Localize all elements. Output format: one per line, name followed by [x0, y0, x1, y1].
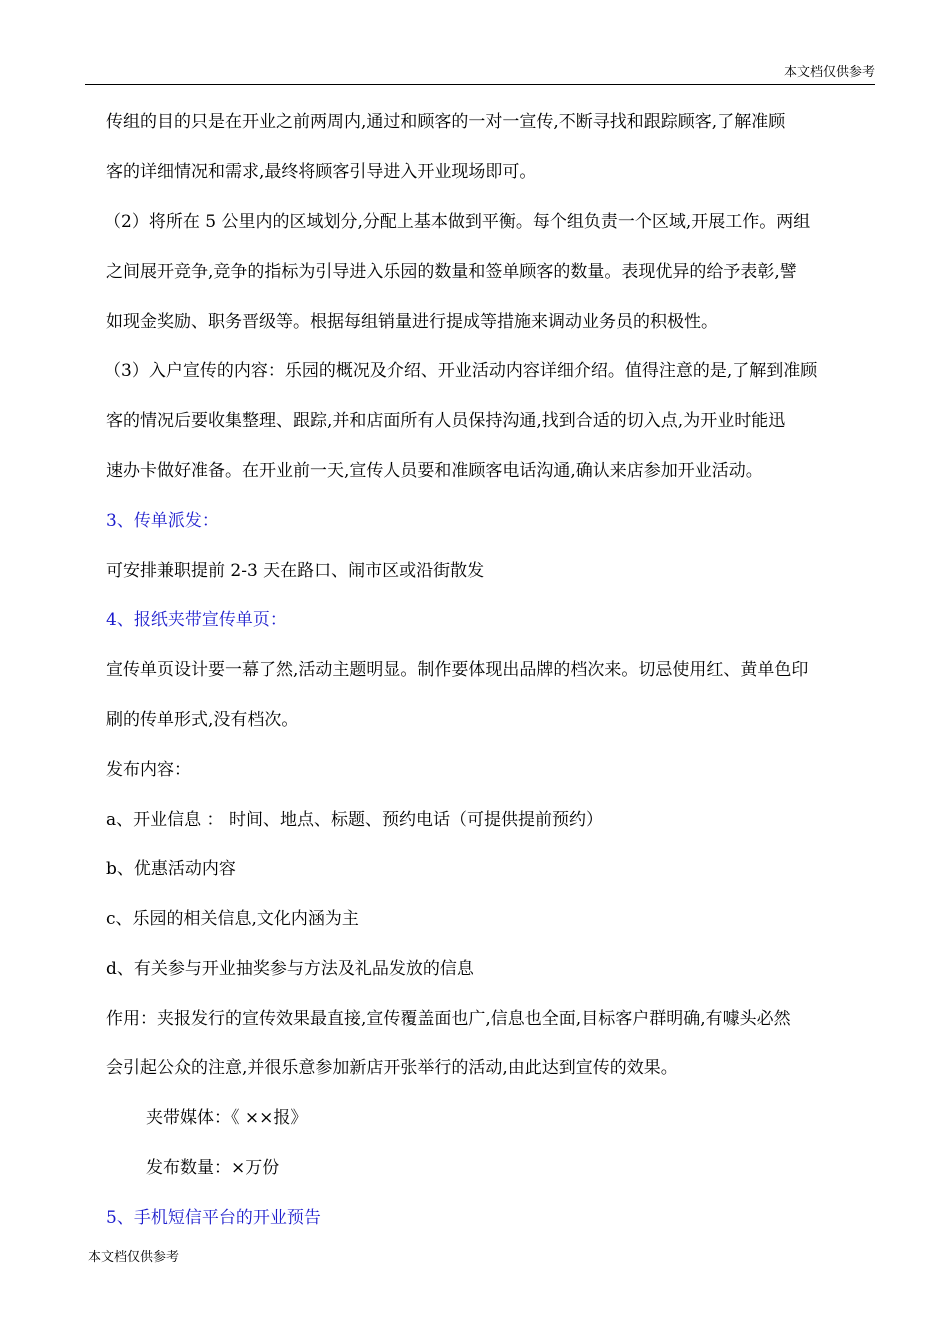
body-line: 可安排兼职提前 2-3 天在路口、闹市区或沿街散发	[106, 561, 485, 581]
list-item: b、优惠活动内容	[106, 859, 236, 879]
body-line: 发布数量：×万份	[146, 1158, 280, 1178]
list-item: a、开业信息 ： 时间、地点、标题、预约电话（可提供提前预约）	[106, 810, 603, 830]
body-line: 夹带媒体：《 ××报》	[146, 1108, 308, 1128]
header-note: 本文档仅供参考	[783, 65, 875, 80]
body-line: 如现金奖励、职务晋级等。根据每组销量进行提成等措施来调动业务员的积极性。	[106, 312, 718, 332]
footer-note: 本文档仅供参考	[88, 1250, 180, 1265]
body-line: （3）入户宣传的内容：乐园的概况及介绍、开业活动内容详细介绍。值得注意的是,了解到准顾	[104, 361, 818, 381]
body-line: 发布内容：	[106, 760, 191, 780]
body-line: 之间展开竞争,竞争的指标为引导进入乐园的数量和签单顾客的数量。表现优异的给予表彰,譬	[106, 262, 797, 282]
list-item: d、有关参与开业抽奖参与方法及礼品发放的信息	[106, 959, 474, 979]
list-item: c、乐园的相关信息,文化内涵为主	[106, 909, 359, 929]
body-line: 速办卡做好准备。在开业前一天,宣传人员要和准顾客电话沟通,确认来店参加开业活动。	[106, 461, 763, 481]
body-line: 宣传单页设计要一幕了然,活动主题明显。制作要体现出品牌的档次来。切忌使用红、黄单色印	[106, 660, 809, 680]
section-heading-3: 3、传单派发：	[106, 511, 219, 531]
section-heading-5: 5、手机短信平台的开业预告	[106, 1208, 321, 1228]
body-line: 刷的传单形式,没有档次。	[106, 710, 299, 730]
body-line: 作用：夹报发行的宣传效果最直接,宣传覆盖面也广,信息也全面,目标客户群明确,有噱头必然	[106, 1009, 791, 1029]
body-line: （2）将所在 5 公里内的区域划分,分配上基本做到平衡。每个组负责一个区域,开展工作。两组	[104, 212, 811, 232]
body-line: 传组的目的只是在开业之前两周内,通过和顾客的一对一宣传,不断寻找和跟踪顾客,了解准顾	[106, 112, 786, 132]
section-heading-4: 4、报纸夹带宣传单页：	[106, 610, 287, 630]
header-divider	[85, 84, 875, 85]
body-line: 会引起公众的注意,并很乐意参加新店开张举行的活动,由此达到宣传的效果。	[106, 1058, 678, 1078]
body-line: 客的详细情况和需求,最终将顾客引导进入开业现场即可。	[106, 162, 537, 182]
body-line: 客的情况后要收集整理、跟踪,并和店面所有人员保持沟通,找到合适的切入点,为开业时能迅	[106, 411, 786, 431]
